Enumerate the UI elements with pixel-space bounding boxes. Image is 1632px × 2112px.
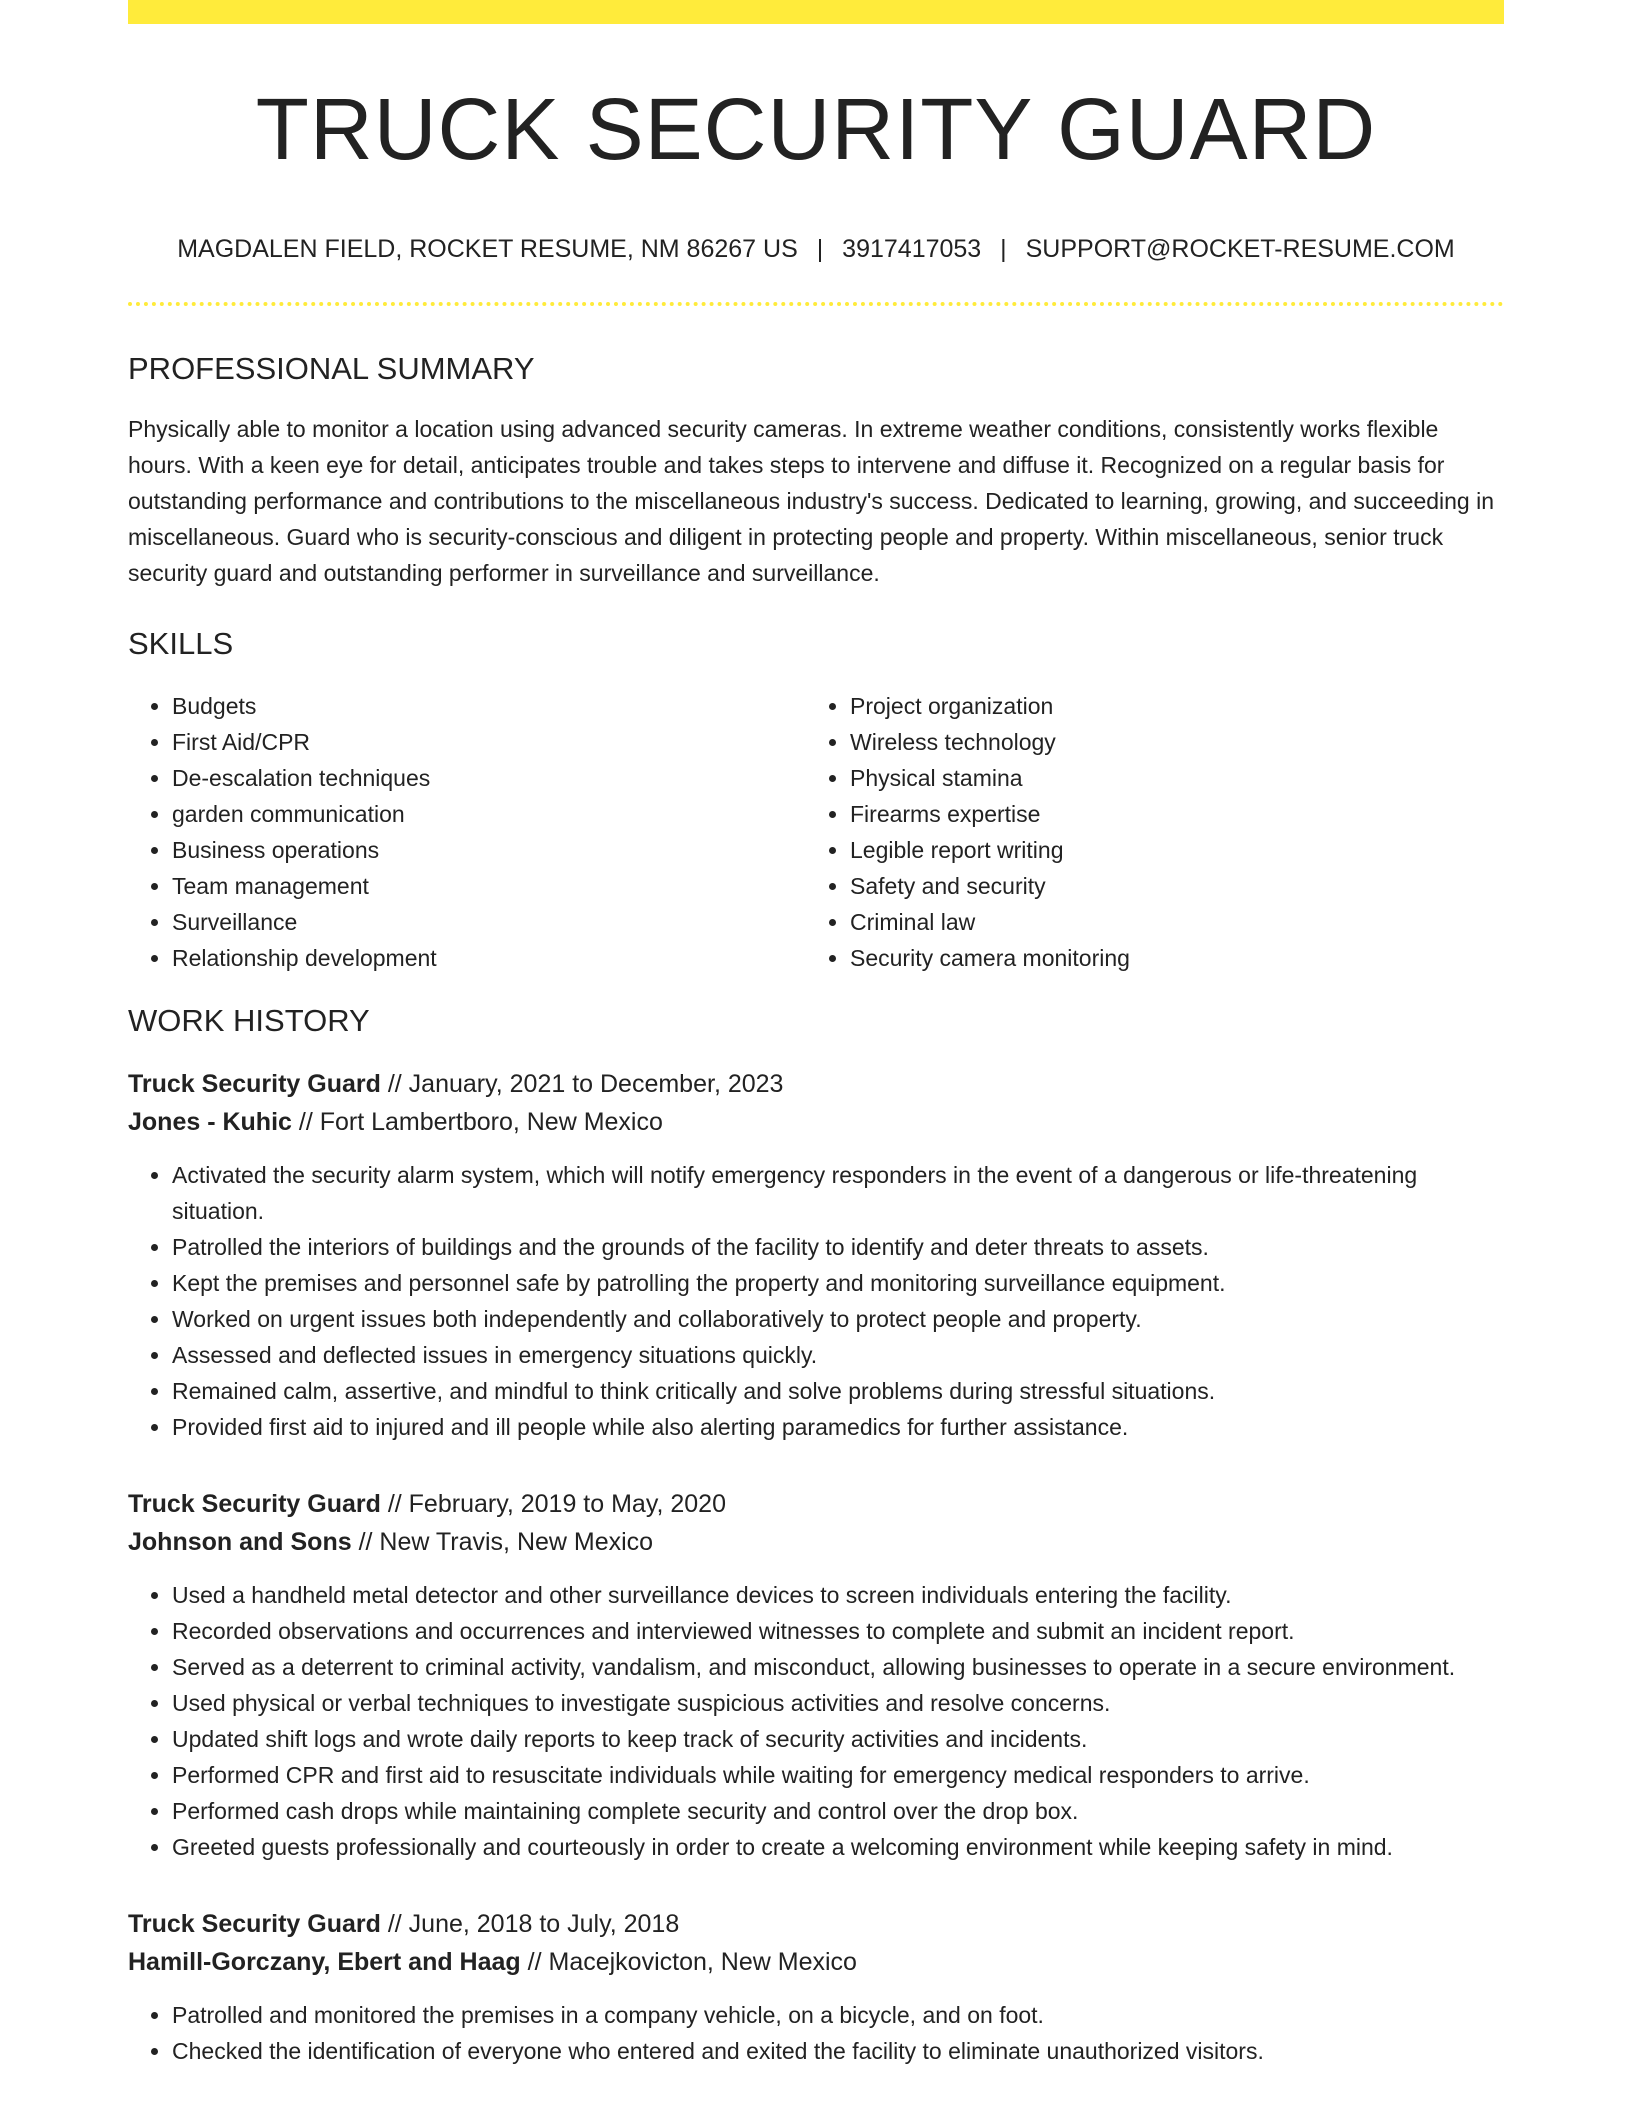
- skill-item: • Project organization: [850, 688, 1484, 724]
- job-role: Truck Security Guard: [128, 1070, 381, 1099]
- contact-address: MAGDALEN FIELD, ROCKET RESUME, NM 86267 US: [177, 234, 798, 263]
- resume-page: [128, 0, 1504, 2069]
- skills-column-right: [806, 688, 1484, 976]
- job-bullet: • Recorded observations and occurrences and interviewed witnesses to complete and submit an incident report.: [172, 1613, 1504, 1649]
- job-bullet: • Checked the identification of everyone who entered and exited the facility to eliminate unauthorized visitors.: [172, 2033, 1504, 2069]
- contact-separator: |: [1000, 234, 1007, 263]
- skill-item: • Firearms expertise: [850, 796, 1484, 832]
- job-bullet: • Patrolled the interiors of buildings and the grounds of the facility to identify and deter threats to assets.: [172, 1229, 1504, 1265]
- skills-list: [128, 688, 1504, 976]
- job-bullet: • Performed cash drops while maintaining complete security and control over the drop box.: [172, 1793, 1504, 1829]
- job-location: // Fort Lambertboro, New Mexico: [298, 1108, 663, 1137]
- accent-bar: [128, 0, 1504, 24]
- job-bullet: • Greeted guests professionally and courteously in order to create a welcoming environment while keeping safety in mind.: [172, 1829, 1504, 1865]
- job-company: Johnson and Sons: [128, 1528, 352, 1557]
- job-bullet: • Served as a deterrent to criminal activity, vandalism, and misconduct, allowing businesses to operate in a secure environment.: [172, 1649, 1504, 1685]
- job-bullet: • Worked on urgent issues both independently and collaboratively to protect people and property.: [172, 1301, 1504, 1337]
- job-bullets: [128, 1577, 1504, 1865]
- work-history-heading: WORK HISTORY: [128, 1003, 370, 1039]
- job-company-line: [128, 1103, 1504, 1141]
- job-role: Truck Security Guard: [128, 1910, 381, 1939]
- contact-phone: 3917417053: [842, 234, 982, 263]
- resume-title: TRUCK SECURITY GUARD: [255, 81, 1377, 178]
- job-title-line: [128, 1065, 1504, 1103]
- contact-line: [128, 234, 1504, 264]
- job-location: // Macejkovicton, New Mexico: [527, 1948, 857, 1977]
- job-bullet: • Performed CPR and first aid to resuscitate individuals while waiting for emergency medical responders to arrive.: [172, 1757, 1504, 1793]
- job-bullet: • Provided first aid to injured and ill people while also alerting paramedics for further assistance.: [172, 1409, 1504, 1445]
- job-bullet: • Activated the security alarm system, which will notify emergency responders in the event of a dangerous or life-threatening situation.: [172, 1157, 1504, 1229]
- job-entry: [128, 1905, 1504, 2069]
- skill-item: • Security camera monitoring: [850, 940, 1484, 976]
- job-dates: // June, 2018 to July, 2018: [387, 1910, 680, 1939]
- skill-item: • garden communication: [172, 796, 806, 832]
- job-title-line: [128, 1905, 1504, 1943]
- job-dates: // January, 2021 to December, 2023: [387, 1070, 784, 1099]
- skill-item: • Criminal law: [850, 904, 1484, 940]
- job-bullets: [128, 1997, 1504, 2069]
- skill-item: • De-escalation techniques: [172, 760, 806, 796]
- skill-item: • Team management: [172, 868, 806, 904]
- job-entry: [128, 1065, 1504, 1445]
- job-dates: // February, 2019 to May, 2020: [387, 1490, 726, 1519]
- skill-item: • Budgets: [172, 688, 806, 724]
- summary-heading: PROFESSIONAL SUMMARY: [128, 350, 535, 386]
- skills-column-left: [128, 688, 806, 976]
- job-company: Jones - Kuhic: [128, 1108, 292, 1137]
- skill-item: • Wireless technology: [850, 724, 1484, 760]
- job-bullet: • Patrolled and monitored the premises in a company vehicle, on a bicycle, and on foot.: [172, 1997, 1504, 2033]
- dotted-divider: [128, 302, 1504, 306]
- job-company: Hamill-Gorczany, Ebert and Haag: [128, 1948, 521, 1977]
- skill-item: • Relationship development: [172, 940, 806, 976]
- job-bullet: • Assessed and deflected issues in emergency situations quickly.: [172, 1337, 1504, 1373]
- skills-heading: SKILLS: [128, 625, 234, 661]
- contact-separator: |: [816, 234, 824, 263]
- job-bullets: [128, 1157, 1504, 1445]
- job-bullet: • Kept the premises and personnel safe by patrolling the property and monitoring surveillance equipment.: [172, 1265, 1504, 1301]
- job-company-line: [128, 1523, 1504, 1561]
- job-bullet: • Updated shift logs and wrote daily reports to keep track of security activities and incidents.: [172, 1721, 1504, 1757]
- job-bullet: • Used physical or verbal techniques to investigate suspicious activities and resolve concerns.: [172, 1685, 1504, 1721]
- skill-item: • Physical stamina: [850, 760, 1484, 796]
- skill-item: • Surveillance: [172, 904, 806, 940]
- job-company-line: [128, 1943, 1504, 1981]
- summary-text: Physically able to monitor a location using advanced security cameras. In extreme weather conditions, consistently works flexible hours. With a keen eye for detail, anticipates trouble and takes steps to intervene and diffuse it. Recognized on a regular basis for outstanding performance and contributions to the miscellaneous industry's success. Dedicated to learning, growing, and succeeding in miscellaneous. Guard who is security-conscious and diligent in protecting people and property. Within miscellaneous, senior truck security guard and outstanding performer in surveillance and surveillance.: [128, 415, 1495, 586]
- job-location: // New Travis, New Mexico: [358, 1528, 654, 1557]
- job-bullet: • Used a handheld metal detector and other surveillance devices to screen individuals entering the facility.: [172, 1577, 1504, 1613]
- job-entry: [128, 1485, 1504, 1865]
- job-role: Truck Security Guard: [128, 1490, 381, 1519]
- skill-item: • Business operations: [172, 832, 806, 868]
- skill-item: • Safety and security: [850, 868, 1484, 904]
- job-bullet: • Remained calm, assertive, and mindful to think critically and solve problems during stressful situations.: [172, 1373, 1504, 1409]
- skill-item: • Legible report writing: [850, 832, 1484, 868]
- job-title-line: [128, 1485, 1504, 1523]
- skill-item: • First Aid/CPR: [172, 724, 806, 760]
- contact-email: SUPPORT@ROCKET-RESUME.COM: [1025, 234, 1455, 263]
